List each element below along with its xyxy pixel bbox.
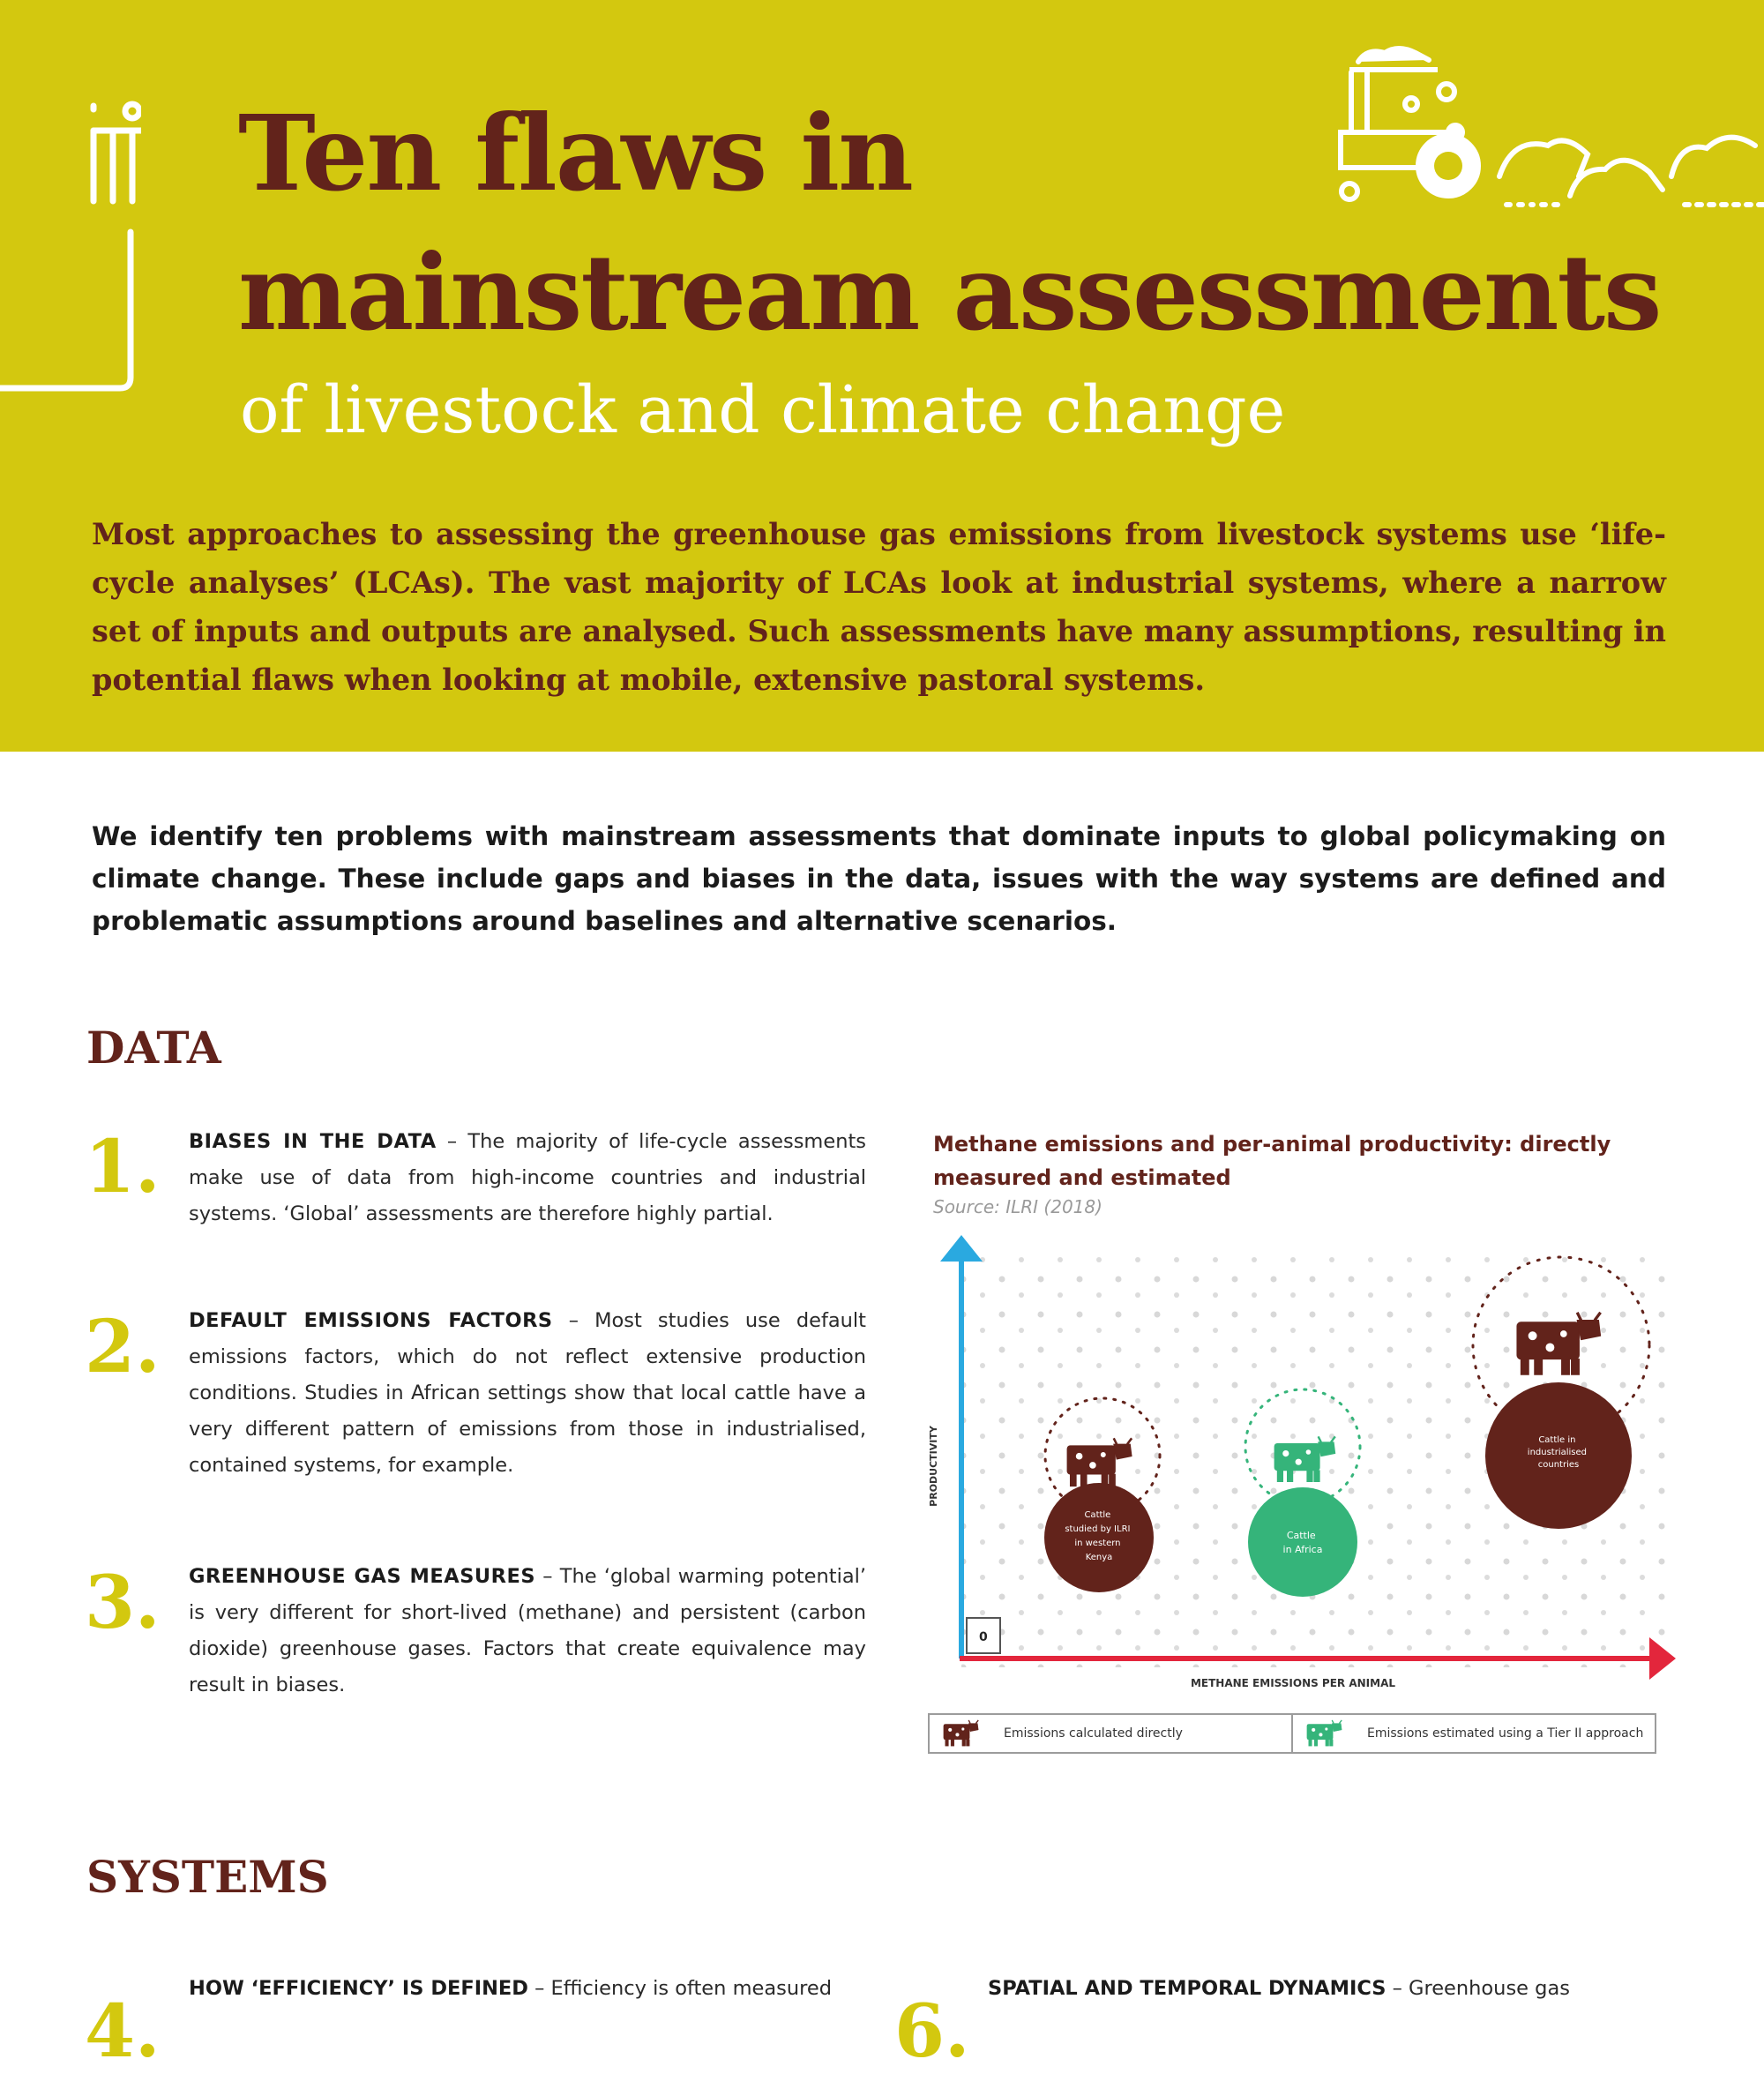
africa-label-2: in Africa	[1282, 1544, 1323, 1555]
industrial-label-1: Cattle in	[1538, 1435, 1576, 1445]
item-4-text: – Efficiency is often measured	[527, 1977, 832, 2000]
item-number-4: 4.	[85, 1989, 161, 2074]
intro-paragraph: We identify ten problems with mainstream assessments that dominate inputs to global policymaking on climate change. These include gaps and biases in the data, issues with the way systems are defined and problematic assumptions around baselines and alternative scenarios.	[92, 821, 1666, 936]
legend-tier2-label: Emissions estimated using a Tier II approach	[1367, 1726, 1644, 1741]
item-1	[189, 1124, 866, 1232]
legend-direct-label: Emissions calculated directly	[1004, 1726, 1183, 1741]
page-subtitle: of livestock and climate change	[240, 372, 1286, 448]
item-6-heading: SPATIAL AND TEMPORAL DYNAMICS	[988, 1977, 1387, 2000]
kenya-label-2: studied by ILRI	[1065, 1524, 1131, 1534]
item-4-heading: HOW ‘EFFICIENCY’ IS DEFINED	[189, 1977, 528, 2000]
title-line-1: Ten flaws in	[238, 92, 912, 214]
y-axis-label: PRODUCTIVITY	[928, 1426, 939, 1507]
header-banner	[0, 0, 1764, 752]
x-axis-label: METHANE EMISSIONS PER ANIMAL	[1190, 1677, 1396, 1689]
origin-label: 0	[979, 1630, 988, 1644]
item-2-text: – Most studies use default emissions factors, which do not reflect extensive production conditions. Studies in African settings show that local cattle have a very different pattern of emissions from those in industrialised, contained systems, for example.	[189, 1309, 866, 1477]
africa-bubble	[1248, 1487, 1357, 1597]
africa-label-1: Cattle	[1286, 1530, 1316, 1541]
item-number-3: 3.	[85, 1561, 161, 1645]
legend-tier2	[1291, 1715, 1655, 1752]
methane-productivity-chart	[917, 1235, 1676, 1694]
item-number-6: 6.	[894, 1989, 970, 2074]
item-4	[189, 1971, 866, 2007]
item-2	[189, 1303, 866, 1484]
cow-icon	[1305, 1719, 1344, 1748]
lead-paragraph: Most approaches to assessing the greenhouse gas emissions from livestock systems use ‘life-cycle analyses’ (LCAs). The vast majority of LCAs look at industrial systems, where a narrow set of inputs and outputs are analysed. Such assessments have many assumptions, resulting in potential flaws when looking at mobile, extensive pastoral systems.	[92, 517, 1666, 697]
item-1-heading: BIASES IN THE DATA	[189, 1130, 437, 1153]
item-6-text: – Greenhouse gas	[1386, 1977, 1570, 2000]
cow-icon	[942, 1719, 981, 1748]
item-1-text: – The majority of life-cycle assessments make use of data from high-income countries and industrial systems. ‘Global’ assessments are therefore highly partial.	[189, 1130, 866, 1225]
kenya-label-3: in western	[1074, 1539, 1121, 1548]
item-3-text: – The ‘global warming potential’ is very different for short-lived (methane) and persistent (carbon dioxide) greenhouse gases. Factors that create equivalence may result in biases.	[189, 1565, 867, 1696]
kenya-label-1: Cattle	[1084, 1510, 1111, 1520]
chart-source: Source: ILRI (2018)	[933, 1196, 1102, 1217]
title-line-2: mainstream assessments	[238, 231, 1661, 354]
chart-title: Methane emissions and per-animal productivity: directly measured and estimated	[933, 1132, 1611, 1190]
section-heading-systems: SYSTEMS	[86, 1851, 329, 1903]
item-6	[988, 1971, 1667, 2007]
item-number-2: 2.	[85, 1305, 161, 1389]
kenya-bubble	[1044, 1483, 1154, 1592]
industrial-label-2: industrialised	[1527, 1448, 1588, 1457]
item-3-heading: GREENHOUSE GAS MEASURES	[189, 1565, 536, 1588]
kenya-label-4: Kenya	[1085, 1553, 1113, 1562]
item-3	[189, 1559, 866, 1703]
chart-legend	[928, 1713, 1656, 1754]
page-title	[238, 84, 1720, 363]
item-number-1: 1.	[85, 1125, 161, 1209]
person-icon	[0, 95, 141, 395]
item-2-heading: DEFAULT EMISSIONS FACTORS	[189, 1309, 553, 1332]
section-heading-data: DATA	[86, 1022, 221, 1074]
legend-direct	[930, 1715, 1291, 1752]
industrial-label-3: countries	[1537, 1460, 1580, 1470]
